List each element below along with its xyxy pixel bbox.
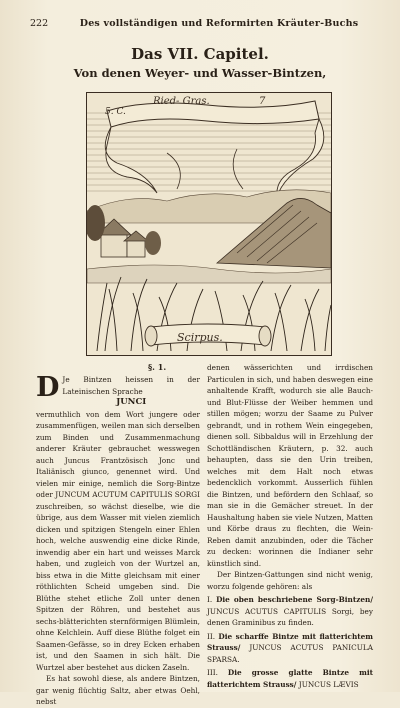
text-column-right xyxy=(207,362,373,690)
body-paragraph: vermuthlich von dem Wort jungere oder zusammenfügen, weilen man sich derselben zum Binden und Zusammenmachung anderer Kräuter gebrauchet wesswegen auch Juncus Frantzösisch Jonc und Italiänisch giunco, genennet wird. Und vielen mir einige, nemlich die Sorg-Bintze oder JUNCUM ACUTUM CAPITULIS SORGI zuschreiben, so wächst dieselbe, wie die übrige, aus dem Wasser mit vielen ziemlich dicken und spitzigen Stengeln einer Ehlen hoch, welche auswendig eine dicke Rinde, inwendig aber ein hart und weisses Marck haben, und zugleich von der Wurtzel an, biss etwa in die Mitte gleichsam mit einer röthlichten Scheid umgeben sind. Die Blüthe stehet etliche Zoll unter denen Spitzen der Röhren, und bestehet aus sechs-blätterichten sternförmigen Blümlein, ohne Kelchlein. Auff diese Blüthe folget ein Saamen-Gefässe, so in drey Ecken erhaben ist, und den Saamen in sich hält. Die Wurtzel aber bestehet aus dicken Zaseln. xyxy=(36,409,200,672)
species-item xyxy=(207,594,373,629)
item-number: I. xyxy=(207,595,213,604)
chapter-subtitle: Von denen Weyer- und Wasser-Bintzen, xyxy=(73,66,327,80)
item-number: II. xyxy=(207,631,216,641)
species-item xyxy=(207,631,373,666)
plate-number-label: 5. C. xyxy=(105,107,126,117)
plate-banner-title: Ried- Gras. xyxy=(153,96,210,107)
engraving-plate xyxy=(86,92,332,356)
species-item xyxy=(207,667,373,690)
species-list-intro: Der Bintzen-Gattungen sind nicht wenig, worzu folgende gehören: als xyxy=(207,570,373,591)
drop-cap: D xyxy=(36,372,60,403)
body-paragraph-right: denen wässerichten und irrdischen Particulen in sich, und haben deswegen eine anhaltende Krafft, wodurch sie alle Bauch- und Blut-Flüsse der Weiber hemmen und stillen mögen; worzu der Saame zu Pulver gebrandt, und in rothem Wein eingegeben, dienen soll. Sibbaldus will in Erzehlung der Schottländischen Kräutern, p. 32. auch behaupten, dass sie den Urin treiben, welches mit dem Halt noch etwas bedencklich vorkommt. Ausserlich fühlen die Bintzen, und befördern den Schlaaf, so man sie in die Gemächer streuet. In der Haushaltung haben sie viele Nutzen, Matten und Körbe draus zu flechten, die Wein-Reben damit anzubinden, oder die Tächer zu decken: worinnen die Indianer sehr künstlich sind. xyxy=(207,363,373,568)
species-list xyxy=(207,594,373,690)
latin-heading: JUNCI xyxy=(116,397,147,407)
section-mark: §. 1. xyxy=(148,362,167,372)
item-name: Die oben beschriebene Sorg-Bintzen/ xyxy=(216,595,373,604)
item-number: III. xyxy=(207,668,218,677)
item-latin: JUNCUS LÆVIS xyxy=(298,679,359,689)
chapter-title: Das VII. Capitel. xyxy=(131,45,269,63)
plate-figure-number: 7 xyxy=(259,96,266,107)
body-paragraph-tail: Es hat sowohl diese, als andere Bintzen, gar wenig flüchtig Saltz, aber etwas Oehl, nebst xyxy=(36,674,200,706)
running-title: Des vollständigen und Reformirten Kräuter-Buchs xyxy=(79,18,359,29)
intro-text: Je Bintzen heissen in der Lateinischen Sprache xyxy=(62,375,200,396)
text-column-left xyxy=(36,374,200,708)
plate-scroll-label: Scirpus. xyxy=(177,331,223,344)
engraving-illustration xyxy=(87,93,331,355)
page-number: 222 xyxy=(30,18,49,29)
item-latin: JUNCUS ACUTUS PANICULA SPARSA. xyxy=(207,643,373,664)
item-name: Die scharffe Bintze mit flatterichtem Strauss/ xyxy=(207,631,373,652)
item-latin: JUNCUS ACUTUS CAPITULIS Sorgi, bey denen Graminibus zu finden. xyxy=(207,606,373,627)
item-name: Die grosse glatte Bintze mit flatterichtem Strauss/ xyxy=(207,668,374,689)
